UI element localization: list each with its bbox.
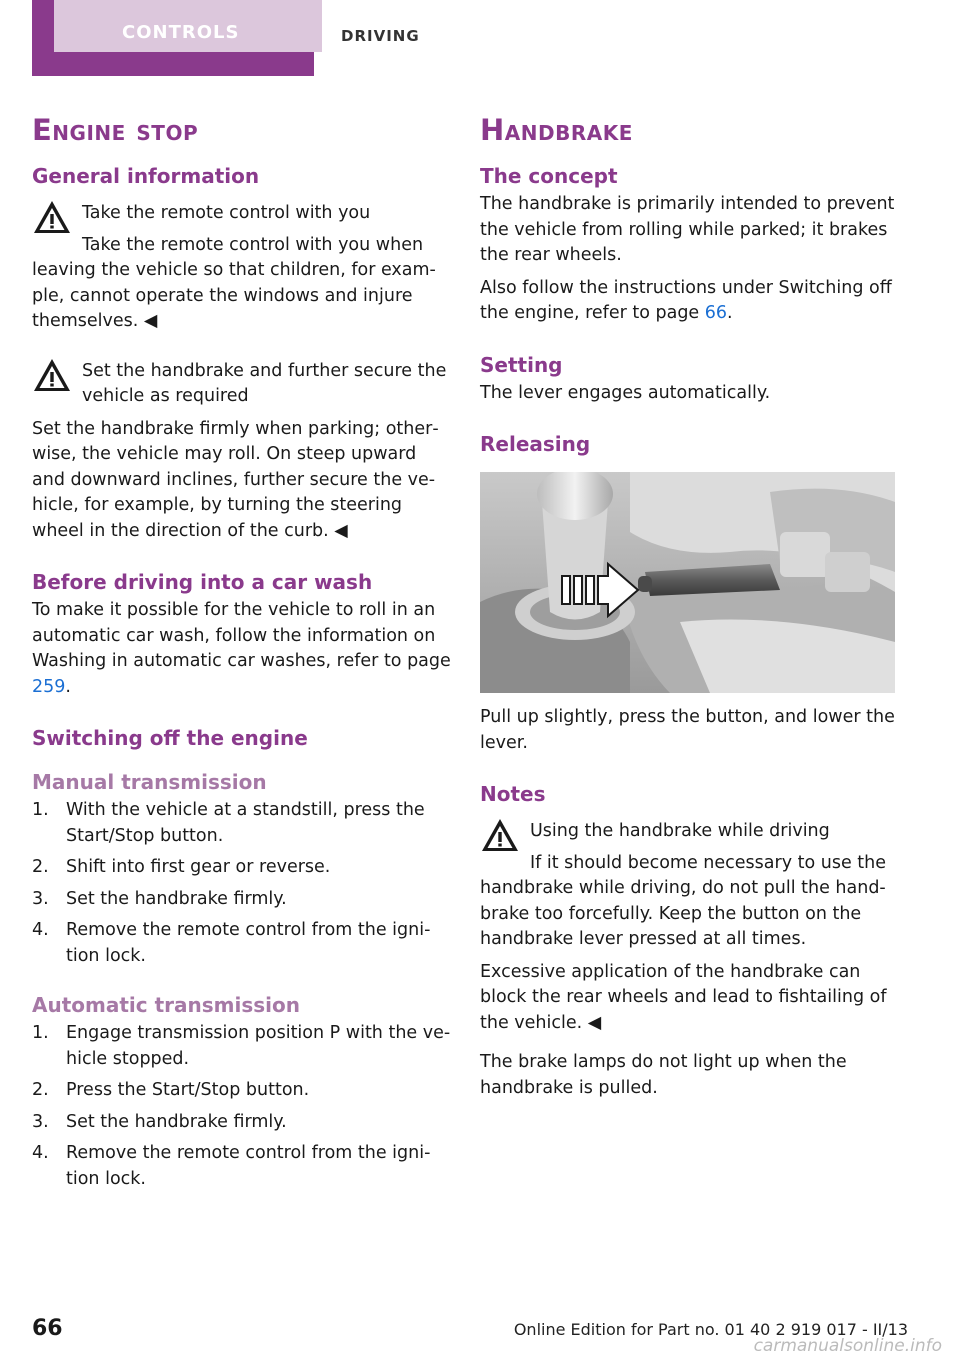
concept-text: The handbrake is primarily intended to prevent the vehicle from rolling while parked; it brakes the rear wheels. (480, 194, 895, 265)
manual-steps-list (32, 798, 452, 969)
brake-lamps-text: The brake lamps do not light up when the handbrake is pulled. (480, 1052, 847, 1098)
warning-first-line: If it should become necessary to use the (530, 852, 886, 873)
heading-general-information: General information (32, 164, 260, 188)
heading-manual-transmission: Manual transmission (32, 770, 267, 794)
heading-car-wash: Before driving into a car wash (32, 570, 373, 594)
heading-setting: Setting (480, 352, 563, 377)
warning-title: Using the handbrake while driving (530, 821, 830, 841)
warning-triangle-icon (32, 199, 72, 235)
warning-handbrake (32, 357, 452, 410)
section-title-engine-stop: Engine stop (32, 113, 199, 147)
heading-automatic-transmission: Automatic transmission (32, 993, 300, 1017)
tab-controls (32, 0, 314, 76)
also-text: Also follow the instructions under Switching off the engine, refer to page 66. (480, 277, 892, 323)
warning-text: leaving the vehicle so that children, for exam‐ple, cannot operate the windows and injure themselves. ◀ (32, 260, 436, 331)
setting-text: The lever engages automatically. (480, 382, 771, 403)
page-number: 66 (32, 1316, 63, 1341)
warning-title: Set the handbrake and further secure the vehicle as required (82, 360, 447, 406)
warning-text: Set the handbrake firmly when parking; other‐wise, the vehicle may roll. On steep upward and downward inclines, further secure the ve‐hicle, for example, by turning the steering wheel in the direction of the curb. ◀ (32, 418, 439, 541)
left-column (32, 108, 452, 1198)
list-item: 1. With the vehicle at a standstill, press the Start/Stop button. (32, 800, 425, 846)
warning-handbrake-driving (480, 817, 900, 876)
warning-first-line: Take the remote control with you when (82, 234, 424, 255)
list-item: 4. Remove the remote control from the igni‐tion lock. (32, 1143, 431, 1189)
edition-footer: Online Edition for Part no. 01 40 2 919 017 - II/13 (513, 1320, 908, 1339)
list-item: 2. Shift into first gear or reverse. (32, 857, 331, 877)
page-link-66[interactable]: 66 (704, 303, 728, 323)
releasing-text: Pull up slightly, press the button, and lower the lever. (480, 707, 895, 753)
warning-text: handbrake while driving, do not pull the hand‐brake too forcefully. Keep the button on the handbrake lever pressed at all times. (480, 878, 886, 949)
section-title-handbrake: Handbrake (480, 113, 633, 147)
automatic-steps-list (32, 1021, 452, 1192)
right-column (480, 108, 900, 1101)
warning-remote-control (32, 199, 452, 258)
tab-driving-label: DRIVING (341, 27, 420, 45)
heading-releasing: Releasing (480, 432, 591, 456)
car-wash-text: To make it possible for the vehicle to roll in an automatic car wash, follow the information on Washing in automatic car washes, refer to page 259. (32, 600, 451, 697)
list-item: 3. Set the handbrake firmly. (32, 888, 287, 909)
page-link-259[interactable]: 259 (32, 676, 66, 697)
warning-triangle-icon (32, 357, 72, 393)
warning-title: Take the remote control with you (82, 203, 371, 223)
list-item: 4. Remove the remote control from the igni‐tion lock. (32, 920, 431, 966)
heading-notes: Notes (480, 782, 546, 806)
tab-controls-label: CONTROLS (122, 22, 240, 43)
list-item: 1. Engage transmission position P with the ve‐hicle stopped. (32, 1023, 451, 1069)
list-item: 2. Press the Start/Stop button. (32, 1080, 310, 1100)
list-item: 3. Set the handbrake firmly. (32, 1111, 287, 1132)
site-watermark: carmanualsonline.info (753, 1336, 942, 1356)
warning-text-continued: Excessive application of the handbrake can block the rear wheels and lead to fishtailing of the vehicle. ◀ (480, 961, 887, 1033)
heading-concept: The concept (480, 164, 618, 188)
heading-switching-off: Switching off the engine (32, 726, 308, 750)
handbrake-illustration (480, 472, 895, 693)
warning-triangle-icon (480, 817, 520, 853)
